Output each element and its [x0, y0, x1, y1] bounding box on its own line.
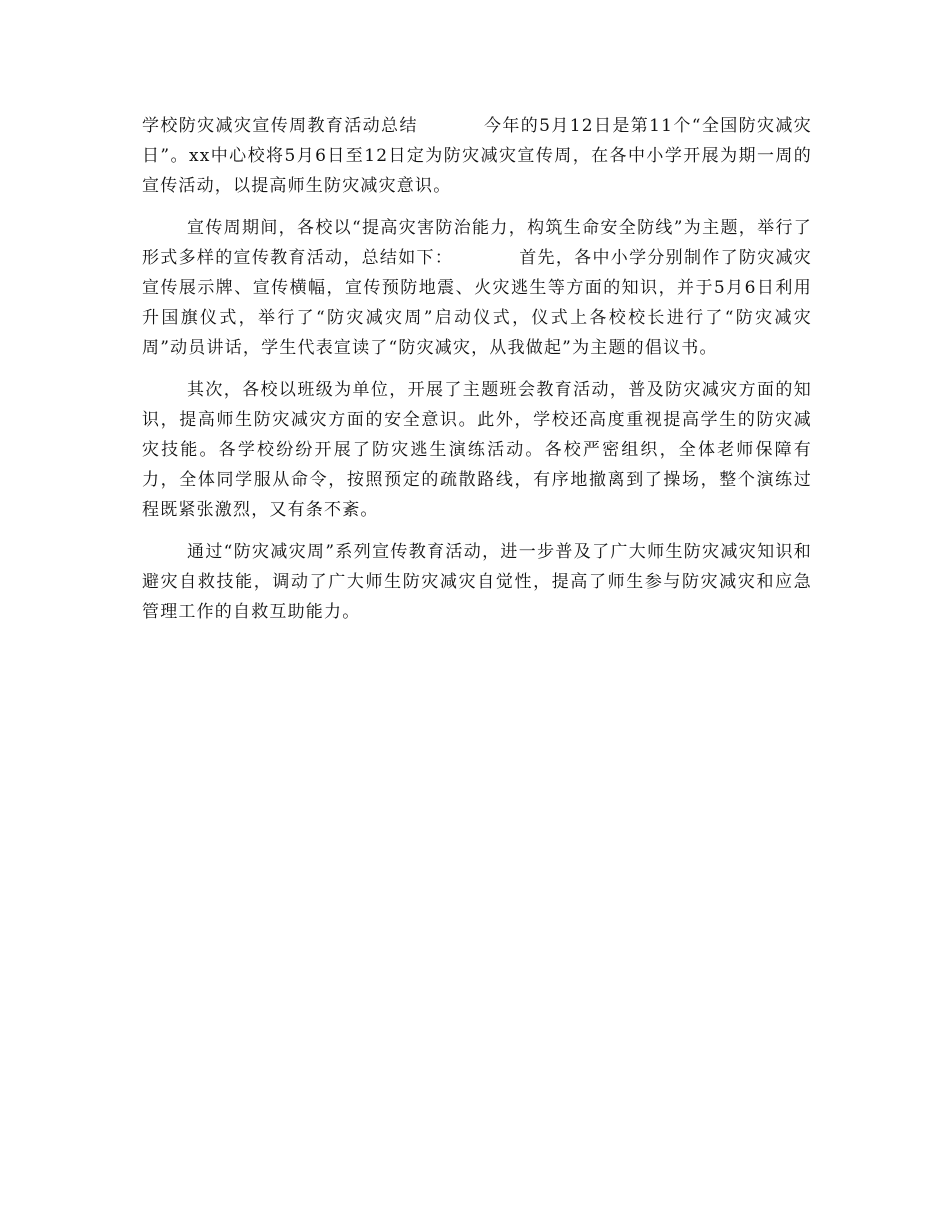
- paragraph-5: 通过“防灾减灾周”系列宣传教育活动，进一步普及了广大师生防灾减灾知识和避灾自救技能，调动了广大师生防灾减灾自觉性，提高了师生参与防灾减灾和应急管理工作的自救互助能力。: [142, 541, 812, 623]
- paragraph-4: 其次，各校以班级为单位，开展了主题班会教育活动，普及防灾减灾方面的知识，提高师生防灾减灾方面的安全意识。此外，学校还高度重视提高学生的防灾减灾技能。各学校纷纷开展了防灾逃生演练活动。各校严密组织，全体老师保障有力，全体同学服从命令，按照预定的疏散路线，有序地撤离到了操场，整个演练过程既紧张激烈，又有条不紊。: [142, 379, 812, 521]
- paragraph-1: 今年的5月12日是第11个“全国防灾减灾日”。xx中心校将5月6日至12日定为防灾减灾宣传周，在各中小学开展为期一周的宣传活动，以提高师生防灾减灾意识。: [142, 116, 812, 197]
- paragraph-2: 宣传周期间，各校以“提高灾害防治能力，构筑生命安全防线”为主题，举行了形式多样的宣传教育活动，总结如下：: [142, 217, 812, 268]
- drill-paragraph: [142, 375, 812, 526]
- document-body: [142, 111, 812, 638]
- paragraph-3: 首先，各中小学分别制作了防灾减灾宣传展示牌、宣传横幅，宣传预防地震、火灾逃生等方面的知识，并于5月6日利用升国旗仪式，举行了“防灾减灾周”启动仪式，仪式上各校校长进行了“防灾减灾周”动员讲话，学生代表宣读了“防灾减灾，从我做起”为主题的倡议书。: [142, 247, 812, 359]
- conclusion-paragraph: [142, 537, 812, 628]
- intro-paragraph: [142, 111, 812, 202]
- summary-paragraph: [142, 213, 812, 364]
- document-title: 学校防灾减灾宣传周教育活动总结: [142, 116, 418, 136]
